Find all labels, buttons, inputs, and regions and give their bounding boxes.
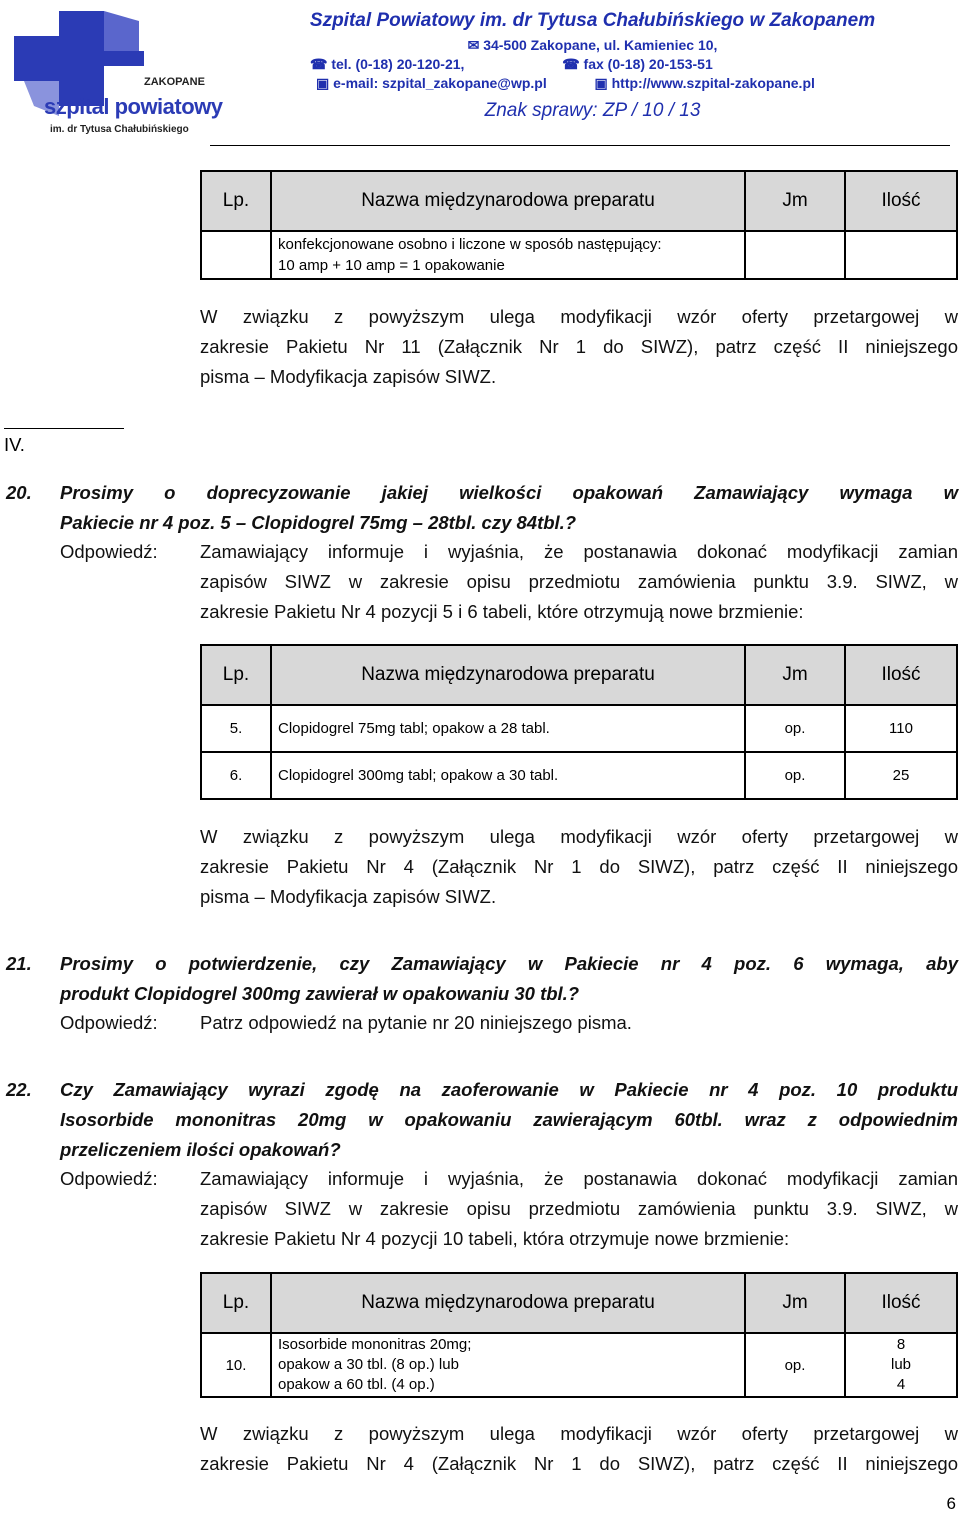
answer-text: Zamawiający informuje i wyjaśnia, że postanawia dokonać modyfikacji zamian zapisów SIWZ w zakresie opisu przedmiotu zamówienia punktu 3.9. SIWZ, w zakresie Pakietu Nr 4 pozycji 10 tabeli, która otrzymuje nowe brzmienie:	[200, 1168, 958, 1249]
col-header-lp: Lp.	[201, 1273, 271, 1333]
answer-label: Odpowiedź:	[60, 541, 158, 562]
table-row	[201, 231, 957, 279]
table-row	[201, 705, 957, 752]
product-table-q20	[200, 644, 958, 800]
row-qty: 110	[845, 705, 957, 752]
question-number: 21.	[6, 953, 32, 974]
tel-text: tel. (0-18) 20-120-21,	[331, 56, 465, 72]
phone-icon: ☎	[310, 56, 328, 72]
section-label: IV.	[4, 434, 25, 455]
header-divider	[210, 145, 950, 146]
website-link[interactable]: http://www.szpital-zakopane.pl	[611, 75, 815, 91]
row-qty: 25	[845, 752, 957, 799]
phone-line	[310, 56, 960, 73]
address-line	[240, 37, 945, 54]
question-number: 20.	[6, 482, 32, 503]
case-number: Znak sprawy: ZP / 10 / 13	[484, 100, 701, 121]
logo-main-text: szpital powiatowy	[44, 94, 223, 119]
fax-text: fax (0-18) 20-153-51	[583, 56, 713, 72]
col-header-name: Nazwa międzynarodowa preparatu	[271, 645, 745, 705]
col-header-qty: Ilość	[845, 645, 957, 705]
row-lp: 10.	[201, 1333, 271, 1397]
col-header-lp: Lp.	[201, 645, 271, 705]
page-number: 6	[946, 1494, 956, 1513]
section-rule	[4, 428, 124, 429]
envelope-icon: ✉	[467, 37, 480, 53]
question-text: Czy Zamawiający wyrazi zgodę na zaoferowanie w Pakiecie nr 4 poz. 10 produktu Isosorbide mononitras 20mg w opakowaniu zawierającym 60tbl. wraz z odpowiednim przeliczeniem ilości opakowań?	[60, 1079, 958, 1160]
contact-line	[316, 75, 960, 92]
question-text: Prosimy o potwierdzenie, czy Zamawiający w Pakiecie nr 4 poz. 6 wymaga, aby produkt Clopidogrel 300mg zawierał w opakowaniu 30 tbl.?	[60, 953, 958, 1004]
row-name: Clopidogrel 300mg tabl; opakow a 30 tabl.	[271, 752, 745, 799]
row-lp: 6.	[201, 752, 271, 799]
col-header-lp: Lp.	[201, 171, 271, 231]
modification-paragraph: W związku z powyższym ulega modyfikacji wzór oferty przetargowej w zakresie Pakietu Nr 11 (Załącznik Nr 1 do SIWZ), patrz część II niniejszego pisma – Modyfikacja zapisów SIWZ.	[200, 306, 958, 387]
row-name: Isosorbide mononitras 20mg; opakow a 30 tbl. (8 op.) lub opakow a 60 tbl. (4 op.)	[271, 1333, 745, 1397]
row-name: Clopidogrel 75mg tabl; opakow a 28 tabl.	[271, 705, 745, 752]
answer-label: Odpowiedź:	[60, 1168, 158, 1189]
row-lp: 5.	[201, 705, 271, 752]
row-jm: op.	[745, 1333, 845, 1397]
row-jm: op.	[745, 752, 845, 799]
col-header-jm: Jm	[745, 645, 845, 705]
table-row	[201, 752, 957, 799]
answer-text: Zamawiający informuje i wyjaśnia, że postanawia dokonać modyfikacji zamian zapisów SIWZ w zakresie opisu przedmiotu zamówienia punktu 3.9. SIWZ, w zakresie Pakietu Nr 4 pozycji 5 i 6 tabeli, które otrzymują nowe brzmienie:	[200, 541, 958, 622]
modification-paragraph: W związku z powyższym ulega modyfikacji wzór oferty przetargowej w zakresie Pakietu Nr 4 (Załącznik Nr 1 do SIWZ), patrz część II niniejszego	[200, 1423, 958, 1474]
row-jm: op.	[745, 705, 845, 752]
col-header-jm: Jm	[745, 1273, 845, 1333]
row-qty: 8 lub 4	[845, 1333, 957, 1397]
col-header-jm: Jm	[745, 171, 845, 231]
address-text: 34-500 Zakopane, ul. Kamieniec 10,	[483, 37, 718, 53]
col-header-qty: Ilość	[845, 1273, 957, 1333]
answer-label: Odpowiedź:	[60, 1012, 158, 1033]
fax-icon: ☎	[562, 56, 580, 72]
email-link[interactable]: e-mail: szpital_zakopane@wp.pl	[333, 75, 547, 91]
answer-text: Patrz odpowiedź na pytanie nr 20 niniejszego pisma.	[200, 1012, 632, 1033]
col-header-qty: Ilość	[845, 171, 957, 231]
col-header-name: Nazwa międzynarodowa preparatu	[271, 1273, 745, 1333]
question-number: 22.	[6, 1079, 32, 1100]
hospital-name: Szpital Powiatowy im. dr Tytusa Chałubińskiego w Zakopanem	[309, 10, 876, 31]
computer-icon: ▣	[316, 75, 330, 91]
product-table-continued	[200, 170, 958, 280]
col-header-name: Nazwa międzynarodowa preparatu	[271, 171, 745, 231]
product-table-q22	[200, 1272, 958, 1398]
table-row	[201, 1333, 957, 1397]
logo-city-text: ZAKOPANE	[144, 76, 205, 88]
row-name-cell: konfekcjonowane osobno i liczone w sposób następujący: 10 amp + 10 amp = 1 opakowanie	[271, 231, 745, 279]
modification-paragraph: W związku z powyższym ulega modyfikacji wzór oferty przetargowej w zakresie Pakietu Nr 4 (Załącznik Nr 1 do SIWZ), patrz część II niniejszego pisma – Modyfikacja zapisów SIWZ.	[200, 826, 958, 907]
computer-icon: ▣	[594, 75, 608, 91]
logo-sub-text: im. dr Tytusa Chałubińskiego	[50, 124, 189, 135]
question-text: Prosimy o doprecyzowanie jakiej wielkości opakowań Zamawiający wymaga w Pakiecie nr 4 poz. 5 – Clopidogrel 75mg – 28tbl. czy 84tbl.?	[60, 482, 958, 533]
hospital-logo	[4, 6, 223, 146]
